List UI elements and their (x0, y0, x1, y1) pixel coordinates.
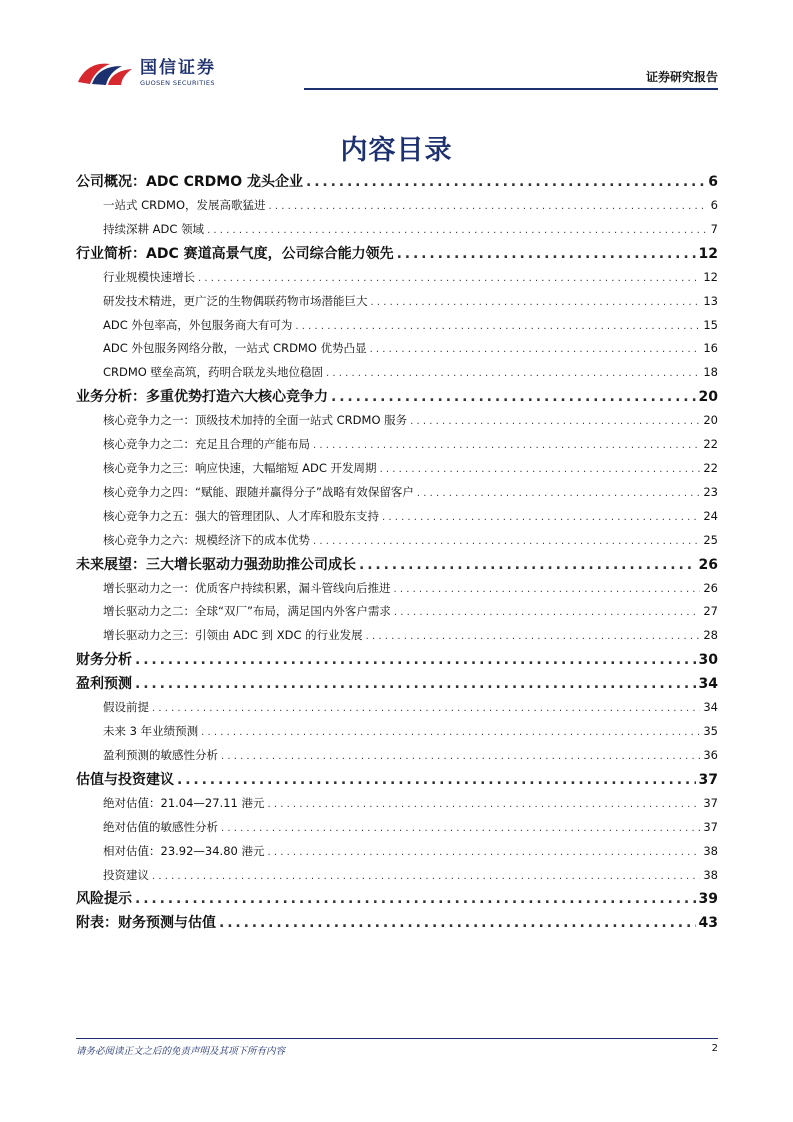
toc-dot-leader (152, 697, 700, 721)
toc-entry-label: 增长驱动力之二：全球“双厂”布局，满足国内外客户需求 (103, 604, 391, 619)
toc-entry-label: 绝对估值：21.04—27.11 港元 (103, 795, 265, 810)
toc-entry-page: 16 (703, 341, 718, 356)
toc-entry-subsection[interactable] (76, 433, 718, 457)
toc-entry-label: 业务分析：多重优势打造六大核心竞争力 (76, 389, 328, 406)
toc-entry-page: 25 (703, 532, 718, 547)
toc-dot-leader (135, 672, 696, 696)
toc-entry-subsection[interactable] (76, 194, 718, 218)
footer-disclaimer: 请务必阅读正文之后的免责声明及其项下所有内容 (76, 1046, 286, 1057)
toc-entry-subsection[interactable] (76, 337, 718, 361)
toc-dot-leader (198, 267, 700, 291)
toc-dot-leader (268, 841, 701, 865)
logo-text (140, 59, 216, 87)
toc-entry-page: 6 (710, 198, 718, 212)
toc-entry-page: 7 (710, 221, 718, 236)
logo-english-name: GUOSEN SECURITIES (140, 79, 215, 87)
toc-dot-leader (135, 887, 696, 911)
toc-entry-label: 绝对估值的敏感性分析 (103, 819, 218, 834)
toc-dot-leader (380, 458, 701, 482)
toc-entry-subsection[interactable] (76, 577, 718, 601)
toc-entry-label: 核心竞争力之二：充足且合理的产能布局 (103, 437, 310, 452)
toc-dot-leader (359, 553, 696, 577)
toc-dot-leader (382, 506, 700, 530)
toc-entry-label: 核心竞争力之一：顶级技术加持的全面一站式 CRDMO 服务 (103, 413, 408, 428)
toc-entry-page: 13 (703, 293, 718, 308)
toc-entry-page: 28 (703, 628, 718, 643)
toc-entry-label: 核心竞争力之三：响应快速，大幅缩短 ADC 开发周期 (103, 461, 377, 476)
toc-entry-subsection[interactable] (76, 218, 718, 242)
toc-dot-leader (370, 338, 701, 362)
toc-dot-leader (221, 817, 700, 841)
toc-entry-subsection[interactable] (76, 624, 718, 648)
toc-entry-label: 一站式 CRDMO，发展高歌猛进 (103, 198, 266, 212)
toc-entry-label: 核心竞争力之六：规模经济下的成本优势 (103, 532, 310, 547)
toc-entry-subsection[interactable] (76, 792, 718, 816)
toc-entry-label: 风险提示 (76, 891, 132, 908)
toc-entry-label: ADC 外包率高，外包服务商大有可为 (103, 317, 293, 332)
toc-dot-leader (295, 315, 700, 339)
toc-entry-section[interactable] (76, 911, 718, 935)
toc-entry-page: 38 (703, 867, 718, 882)
toc-entry-subsection[interactable] (76, 864, 718, 888)
toc-entry-page: 26 (698, 556, 718, 573)
toc-entry-page: 43 (698, 915, 718, 932)
toc-entry-page: 34 (698, 676, 718, 693)
toc-entry-section[interactable] (76, 170, 718, 194)
toc-entry-page: 22 (703, 437, 718, 452)
toc-title: 内容目录 (340, 135, 453, 166)
toc-entry-page: 23 (703, 484, 718, 499)
toc-dot-leader (207, 219, 708, 243)
page-number: 2 (711, 1043, 718, 1054)
toc-entry-page: 27 (703, 604, 718, 619)
toc-entry-subsection[interactable] (76, 529, 718, 553)
toc-entry-subsection[interactable] (76, 409, 718, 433)
toc-entry-subsection[interactable] (76, 361, 718, 385)
toc-entry-subsection[interactable] (76, 840, 718, 864)
toc-entry-label: 核心竞争力之五：强大的管理团队、人才库和股东支持 (103, 508, 379, 523)
toc-entry-page: 39 (698, 891, 718, 908)
toc-dot-leader (366, 625, 701, 649)
toc-entry-page: 38 (703, 843, 718, 858)
toc-dot-leader (177, 768, 696, 792)
toc-entry-label: 行业规模快速增长 (103, 269, 195, 284)
toc-entry-label: 行业简析：ADC 赛道高景气度，公司综合能力领先 (76, 245, 394, 262)
toc-dot-leader (221, 745, 700, 769)
toc-entry-page: 15 (703, 317, 718, 332)
toc-entry-label: 相对估值：23.92—34.80 港元 (103, 843, 265, 858)
toc-entry-label: 假设前提 (103, 700, 149, 715)
toc-entry-page: 6 (708, 174, 718, 190)
toc-entry-subsection[interactable] (76, 457, 718, 481)
toc-entry-label: 估值与投资建议 (76, 771, 174, 788)
toc-entry-label: 财务分析 (76, 652, 132, 669)
toc-entry-label: ADC 外包服务网络分散，一站式 CRDMO 优势凸显 (103, 341, 367, 356)
toc-entry-page: 12 (703, 269, 718, 284)
toc-entry-label: 盈利预测 (76, 676, 132, 693)
toc-entry-page: 26 (703, 580, 718, 595)
toc-entry-section[interactable] (76, 887, 718, 911)
toc-dot-leader (306, 170, 705, 194)
toc-dot-leader (417, 482, 700, 506)
toc-dot-leader (371, 291, 701, 315)
logo-chinese-name: 国信证券 (140, 58, 216, 78)
toc-dot-leader (135, 648, 696, 672)
toc-entry-page: 22 (703, 461, 718, 476)
table-of-contents (76, 170, 718, 935)
toc-entry-page: 24 (703, 508, 718, 523)
toc-dot-leader (331, 385, 696, 409)
toc-dot-leader (268, 793, 701, 817)
toc-entry-subsection[interactable] (76, 744, 718, 768)
toc-entry-label: 持续深耕 ADC 领域 (103, 221, 205, 236)
toc-dot-leader (152, 865, 700, 889)
toc-entry-section[interactable] (76, 672, 718, 696)
toc-dot-leader (219, 911, 696, 935)
toc-entry-page: 36 (703, 748, 718, 763)
toc-dot-leader (410, 410, 700, 434)
toc-dot-leader (394, 601, 700, 625)
toc-dot-leader (201, 721, 700, 745)
toc-entry-label: 未来 3 年业绩预测 (103, 724, 199, 739)
toc-entry-subsection[interactable] (76, 290, 718, 314)
toc-entry-section[interactable] (76, 768, 718, 792)
toc-entry-page: 35 (703, 724, 718, 739)
toc-entry-section[interactable] (76, 242, 718, 266)
toc-entry-label: CRDMO 壁垒高筑，药明合联龙头地位稳固 (103, 365, 324, 380)
toc-entry-page: 18 (703, 365, 718, 380)
toc-dot-leader (269, 195, 708, 219)
toc-entry-subsection[interactable] (76, 481, 718, 505)
page-header (76, 56, 718, 92)
toc-entry-section[interactable] (76, 385, 718, 409)
toc-entry-label: 核心竞争力之四：“赋能、跟随并赢得分子”战略有效保留客户 (103, 484, 414, 499)
toc-entry-page: 12 (698, 245, 718, 262)
toc-entry-page: 37 (703, 819, 718, 834)
toc-entry-label: 未来展望：三大增长驱动力强劲助推公司成长 (76, 556, 356, 573)
toc-entry-label: 附表：财务预测与估值 (76, 915, 216, 932)
toc-dot-leader (326, 362, 700, 386)
footer-divider (76, 1038, 718, 1039)
toc-dot-leader (313, 434, 700, 458)
toc-entry-subsection[interactable] (76, 266, 718, 290)
toc-entry-subsection[interactable] (76, 314, 718, 338)
toc-entry-label: 公司概况：ADC CRDMO 龙头企业 (76, 174, 303, 190)
report-type-label: 证券研究报告 (645, 70, 718, 84)
toc-entry-subsection[interactable] (76, 600, 718, 624)
toc-entry-label: 增长驱动力之一：优质客户持续积累，漏斗管线向后推进 (103, 580, 391, 595)
toc-entry-subsection[interactable] (76, 696, 718, 720)
toc-entry-label: 研发技术精进，更广泛的生物偶联药物市场潜能巨大 (103, 293, 368, 308)
guosen-logo-icon (76, 58, 134, 88)
toc-entry-page: 30 (698, 652, 718, 669)
toc-entry-page: 34 (703, 700, 718, 715)
toc-entry-label: 增长驱动力之三：引领由 ADC 到 XDC 的行业发展 (103, 628, 363, 643)
toc-entry-page: 37 (698, 771, 718, 788)
toc-entry-subsection[interactable] (76, 720, 718, 744)
toc-dot-leader (313, 530, 700, 554)
toc-dot-leader (394, 578, 701, 602)
toc-entry-label: 投资建议 (103, 867, 149, 882)
toc-entry-page: 20 (703, 413, 718, 428)
toc-entry-subsection[interactable] (76, 816, 718, 840)
toc-dot-leader (397, 242, 696, 266)
header-divider (304, 88, 718, 90)
toc-entry-section[interactable] (76, 553, 718, 577)
toc-entry-label: 盈利预测的敏感性分析 (103, 748, 218, 763)
company-logo (76, 58, 216, 88)
toc-entry-subsection[interactable] (76, 505, 718, 529)
toc-entry-page: 37 (703, 795, 718, 810)
toc-entry-section[interactable] (76, 648, 718, 672)
toc-entry-page: 20 (698, 389, 718, 406)
